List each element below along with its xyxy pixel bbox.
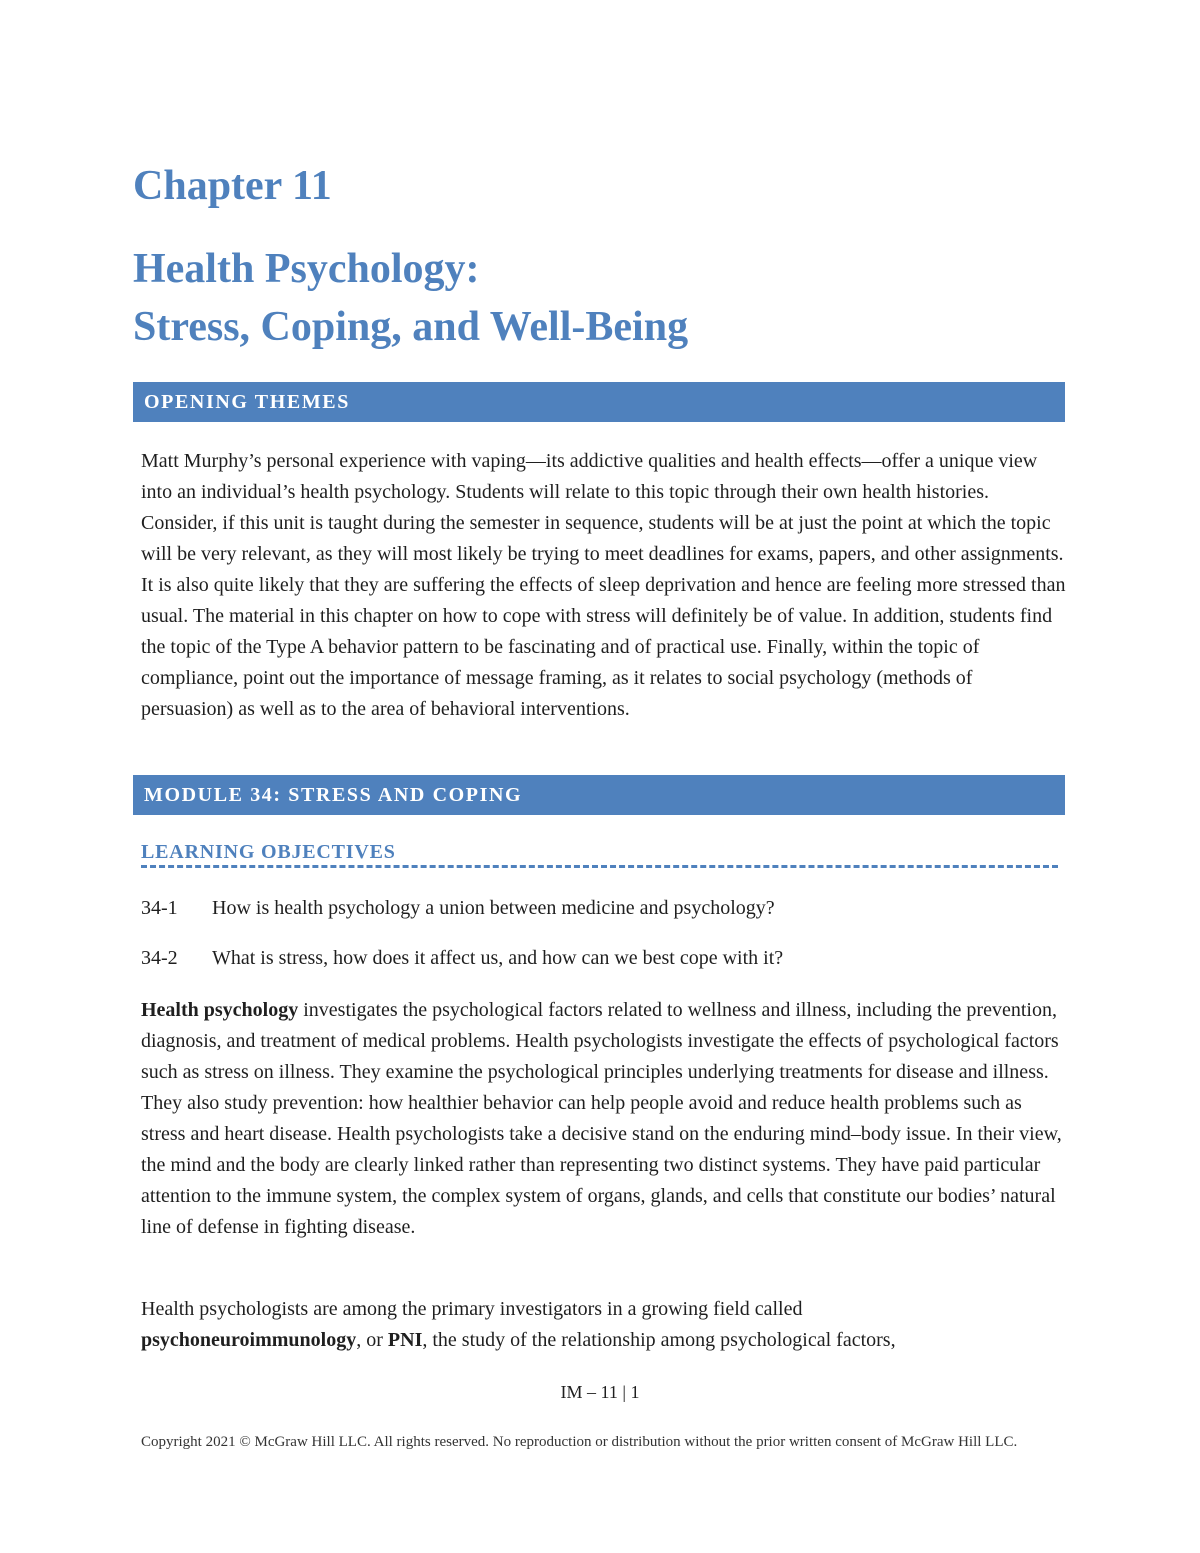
chapter-title-line-1: Health Psychology:: [133, 246, 480, 292]
learning-objective-item: [141, 894, 1066, 922]
copyright-notice: Copyright 2021 © McGraw Hill LLC. All rights reserved. No reproduction or distribution without the prior written consent of McGraw Hill LLC.: [141, 1434, 1018, 1450]
pni-connector: , or: [356, 1329, 388, 1351]
health-psychology-paragraph: [141, 995, 1066, 1243]
objective-text: How is health psychology a union between medicine and psychology?: [212, 897, 775, 919]
pni-term: psychoneuroimmunology: [141, 1329, 357, 1351]
learning-objectives-heading: LEARNING OBJECTIVES: [141, 838, 1058, 868]
opening-themes-paragraph: Matt Murphy’s personal experience with vaping—its addictive qualities and health effects—offer a unique view into an individual’s health psychology. Students will relate to this topic through their own health histories. Consider, if this unit is taught during the semester in sequence, students will be at just the point at which the topic will be very relevant, as they will most likely be trying to meet deadlines for exams, papers, and other assignments. It is also quite likely that they are suffering the effects of sleep deprivation and hence are feeling more stressed than usual. The material in this chapter on how to cope with stress will definitely be of value. In addition, students find the topic of the Type A behavior pattern to be fascinating and of practical use. Finally, within the topic of compliance, point out the importance of message framing, as it relates to social psychology (methods of persuasion) as well as to the area of behavioral interventions.: [141, 450, 1066, 720]
page-number: IM – 11 | 1: [560, 1382, 640, 1402]
health-psychology-definition: investigates the psychological factors related to wellness and illness, including the prevention, diagnosis, and treatment of medical problems. Health psychologists investigate the effects of psychological factors such as stress on illness. They examine the psychological principles underlying treatments for disease and illness. They also study prevention: how healthier behavior can help people avoid and reduce health problems such as stress and heart disease. Health psychologists take a decisive stand on the enduring mind–body issue. In their view, the mind and the body are clearly linked rather than representing two distinct systems. They have paid particular attention to the immune system, the complex system of organs, glands, and cells that constitute our bodies’ natural line of defense in fighting disease.: [141, 999, 1062, 1238]
chapter-number: Chapter 11: [133, 163, 332, 209]
learning-objective-item: [141, 944, 1066, 972]
pni-intro: Health psychologists are among the primary investigators in a growing field called: [141, 1298, 803, 1320]
pni-paragraph: [141, 1294, 1066, 1356]
chapter-title-line-2: Stress, Coping, and Well-Being: [133, 304, 689, 350]
opening-themes-banner: OPENING THEMES: [133, 382, 1065, 422]
module-34-banner: MODULE 34: STRESS AND COPING: [133, 775, 1065, 815]
objective-number: 34-2: [141, 947, 178, 969]
pni-definition: , the study of the relationship among psychological factors,: [422, 1329, 896, 1351]
chapter-title: [133, 240, 688, 356]
objective-number: 34-1: [141, 897, 178, 919]
objective-text: What is stress, how does it affect us, and how can we best cope with it?: [212, 947, 784, 969]
health-psychology-term: Health psychology: [141, 999, 299, 1021]
pni-abbreviation: PNI: [387, 1329, 423, 1351]
